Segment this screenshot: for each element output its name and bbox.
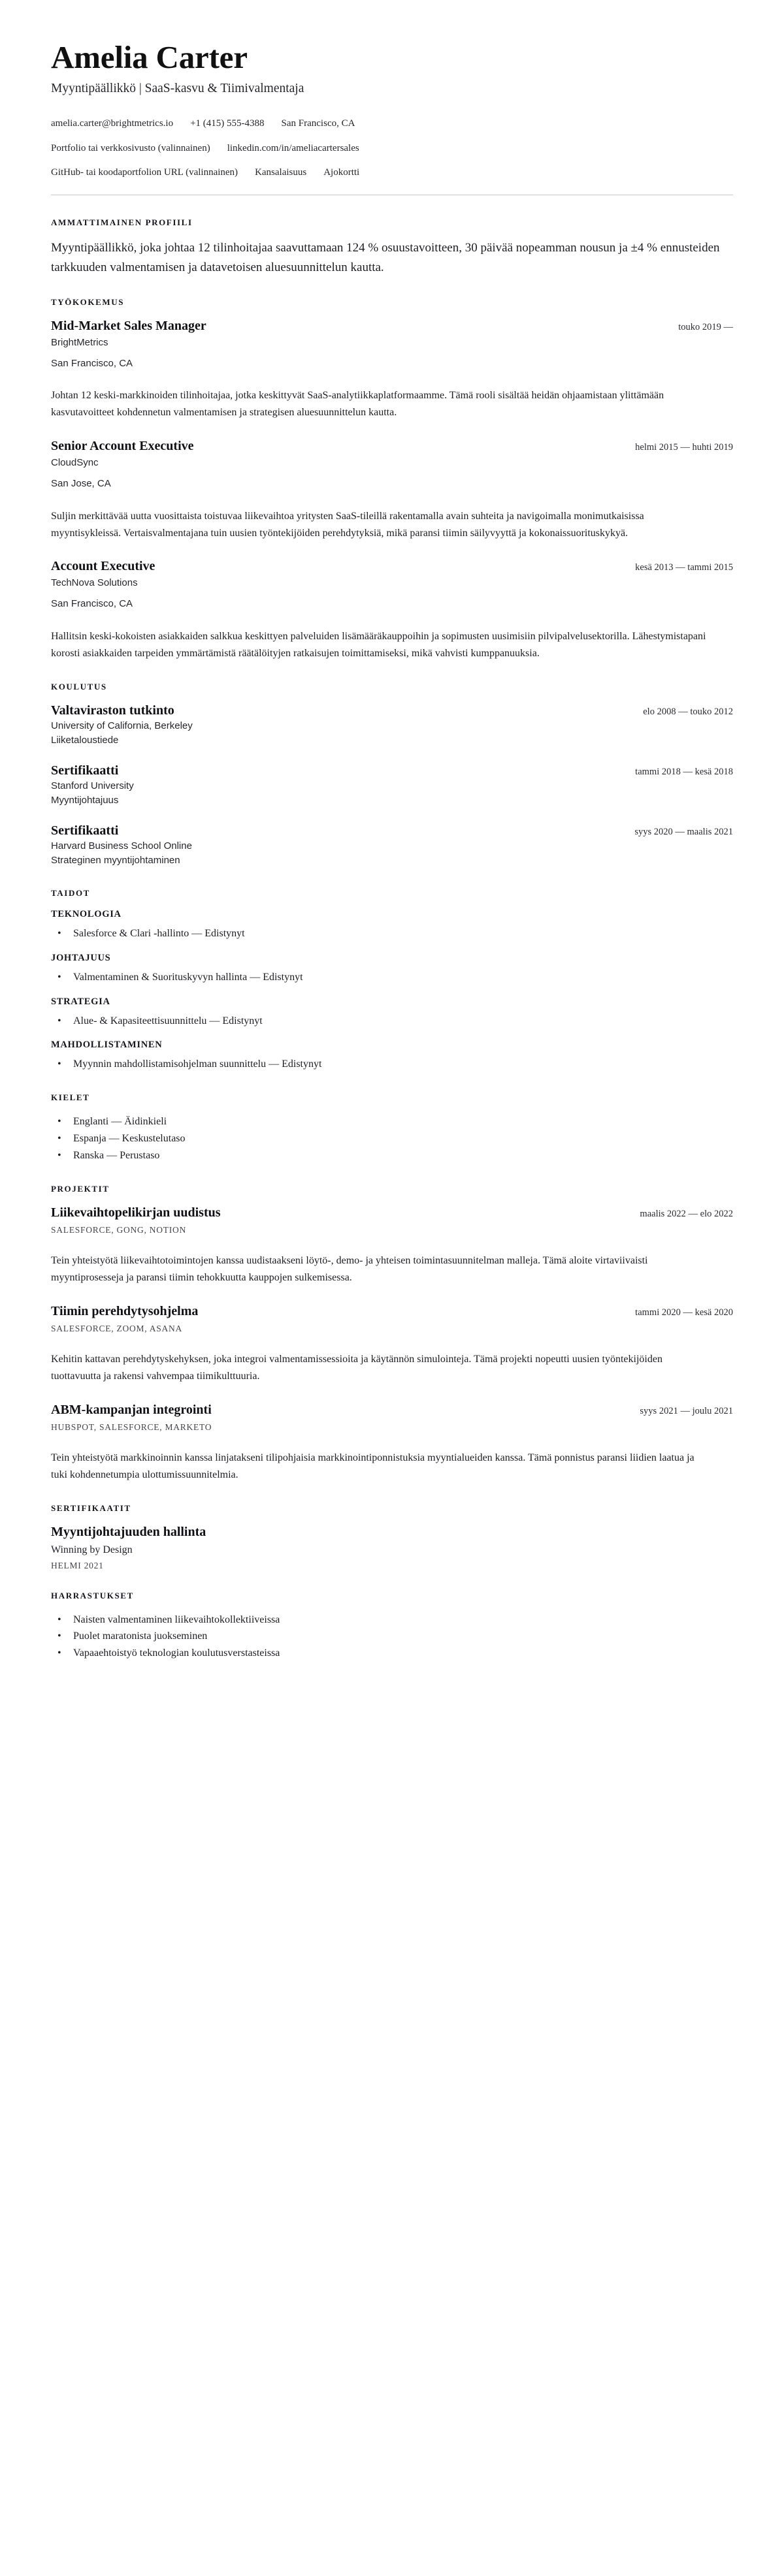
school-name: Harvard Business School Online xyxy=(51,840,192,851)
education-entry xyxy=(51,703,733,748)
experience-entry xyxy=(51,318,733,421)
project-entry xyxy=(51,1402,733,1484)
field-of-study: Liiketaloustiede xyxy=(51,735,119,746)
hobby-item: • Naisten valmentaminen liikevaihtokollektiiveissa xyxy=(51,1612,733,1629)
contact-row xyxy=(51,165,733,180)
job-location: San Francisco, CA xyxy=(51,598,133,610)
job-description: Suljin merkittävää uutta vuosittaista toistuvaa liikevaihtoa yritysten SaaS-tileillä rakentamalla avain suhteita ja navigoimalla monimutkaisissa myyntisykleissä. Vertaisvalmentajana tuin uusien työntekijöiden perehdytyksiä, mikä paransi tiimin säilyvyyttä ja kokonaissuorituskykyä. xyxy=(51,510,644,539)
hobby-item: • Vapaaehtoistyö teknologian koulutusverstasteissa xyxy=(51,1645,733,1662)
certificate-issuer: Winning by Design xyxy=(51,1544,133,1555)
education-entry xyxy=(51,823,733,868)
job-date: kesä 2013 — tammi 2015 xyxy=(635,562,733,573)
entry-header-row xyxy=(51,1402,733,1418)
experience-entry xyxy=(51,438,733,541)
skill-group xyxy=(51,996,733,1030)
contact-row xyxy=(51,141,733,156)
entry-header-row xyxy=(51,318,733,334)
project-title: Tiimin perehdytysohjelma xyxy=(51,1303,199,1318)
section-title-hobbies: HARRASTUKSET xyxy=(51,1590,134,1600)
section-title-education: KOULUTUS xyxy=(51,681,107,692)
skill-bullet-list xyxy=(51,1013,733,1030)
degree-title: Valtaviraston tutkinto xyxy=(51,703,174,718)
language-item: • Espanja — Keskustelutaso xyxy=(51,1130,733,1147)
job-description: Johtan 12 keski-markkinoiden tilinhoitajaa, jotka keskittyvät SaaS-analytiikkaplatformaamme. Tämä rooli sisältää heidän ohjaamistaan ylittämään kasvutavoitteet kohdennetun valmentamisen ja strategisen aluesuunnittelun kautta. xyxy=(51,390,664,419)
school-name: Stanford University xyxy=(51,780,134,791)
project-tools: SALESFORCE, GONG, NOTION xyxy=(51,1225,187,1235)
section-title-skills: TAIDOT xyxy=(51,887,90,898)
education-list xyxy=(51,703,733,868)
skill-bullet-list xyxy=(51,925,733,942)
entry-header-row xyxy=(51,558,733,575)
degree-date: syys 2020 — maalis 2021 xyxy=(634,826,733,837)
degree-title: Sertifikaatti xyxy=(51,823,119,838)
resume-header xyxy=(51,40,733,180)
contact-item[interactable]: Ajokortti xyxy=(323,167,360,178)
job-company: BrightMetrics xyxy=(51,336,108,348)
contact-item[interactable]: Portfolio tai verkkosivusto (valinnainen) xyxy=(51,142,210,153)
project-tools: SALESFORCE, ZOOM, ASANA xyxy=(51,1323,183,1333)
project-description: Kehitin kattavan perehdytyskehyksen, joka integroi valmentamissessioita ja käytännön simulointeja. Tämä projekti nopeutti uusien työntekijöiden tuottavuutta ja rakensi vahvempaa tiimikulttuuria. xyxy=(51,1353,662,1382)
skill-item: • Salesforce & Clari -hallinto — Edistynyt xyxy=(51,925,733,942)
certificate-entry xyxy=(51,1524,733,1571)
section-experience xyxy=(51,297,733,662)
job-title: Mid-Market Sales Manager xyxy=(51,318,206,333)
section-hobbies xyxy=(51,1591,733,1662)
field-of-study: Myyntijohtajuus xyxy=(51,795,119,806)
candidate-name: Amelia Carter xyxy=(51,39,248,75)
skill-bullet-list xyxy=(51,1056,733,1073)
entry-header-row xyxy=(51,1205,733,1221)
certificate-title: Myyntijohtajuuden hallinta xyxy=(51,1524,206,1539)
job-company: TechNova Solutions xyxy=(51,577,138,589)
job-title: Senior Account Executive xyxy=(51,439,194,454)
project-entry xyxy=(51,1303,733,1385)
experience-entry xyxy=(51,558,733,661)
skill-item: • Myynnin mahdollistamisohjelman suunnittelu — Edistynyt xyxy=(51,1056,733,1073)
field-of-study: Strateginen myyntijohtaminen xyxy=(51,855,180,867)
language-item: • Englanti — Äidinkieli xyxy=(51,1113,733,1130)
certificate-date: HELMI 2021 xyxy=(51,1560,104,1570)
language-item: • Ranska — Perustaso xyxy=(51,1147,733,1164)
job-company: CloudSync xyxy=(51,457,99,469)
project-description: Tein yhteistyötä markkinoinnin kanssa linjatakseni tilipohjaisia markkinointiponnistuksia myyntialueiden kanssa. Tämä ponnistus paransi liidien laatua ja tuki kohdennetumpia ulottumissuunnitelmia. xyxy=(51,1452,694,1480)
skill-group-label: MAHDOLLISTAMINEN xyxy=(51,1040,163,1051)
project-title: Liikevaihtopelikirjan uudistus xyxy=(51,1205,221,1220)
entry-header-row xyxy=(51,703,733,719)
certificates-list xyxy=(51,1524,733,1571)
project-entry xyxy=(51,1205,733,1286)
skill-group-label: JOHTAJUUS xyxy=(51,952,111,963)
skill-group-label: TEKNOLOGIA xyxy=(51,908,122,919)
contact-row xyxy=(51,116,733,131)
contact-item[interactable]: San Francisco, CA xyxy=(281,118,355,129)
skill-group xyxy=(51,909,733,942)
projects-list xyxy=(51,1205,733,1483)
skills-list xyxy=(51,909,733,1073)
skill-group xyxy=(51,953,733,986)
profile-summary: Myyntipäällikkö, joka johtaa 12 tilinhoitajaa saavuttamaan 124 % osuustavoitteen, 30 päivää nopeamman nousun ja ±4 % ennusteiden tarkkuuden valmentamisen ja datavetoisen aluesuunnittelun kautta. xyxy=(51,240,720,274)
contact-item[interactable]: +1 (415) 555-4388 xyxy=(190,118,265,129)
project-title: ABM-kampanjan integrointi xyxy=(51,1402,212,1417)
hobby-item: • Puolet maratonista juokseminen xyxy=(51,1628,733,1645)
experience-list xyxy=(51,318,733,662)
languages-bullet-list xyxy=(51,1113,733,1164)
degree-title: Sertifikaatti xyxy=(51,763,119,778)
contact-item[interactable]: GitHub- tai koodaportfolion URL (valinnainen) xyxy=(51,167,238,178)
school-name: University of California, Berkeley xyxy=(51,720,193,731)
entry-header-row xyxy=(51,823,733,839)
hobbies-bullet-list xyxy=(51,1612,733,1662)
skill-group-label: STRATEGIA xyxy=(51,996,110,1007)
section-title-certificates: SERTIFIKAATIT xyxy=(51,1503,131,1513)
project-date: syys 2021 — joulu 2021 xyxy=(640,1405,733,1416)
project-description: Tein yhteistyötä liikevaihtotoimintojen kanssa uudistaakseni löytö-, demo- ja yhteisen toimintasuunnitelman malleja. Tämä aloite virtaviivaisti myyntiprosesseja ja paransi tiimin tehokkuutta kauppojen sulkemisessa. xyxy=(51,1255,648,1283)
section-title-languages: KIELET xyxy=(51,1092,90,1103)
job-date: helmi 2015 — huhti 2019 xyxy=(635,442,733,453)
entry-header-row xyxy=(51,1303,733,1320)
job-date: touko 2019 — xyxy=(678,321,733,332)
section-title-projects: PROJEKTIT xyxy=(51,1184,110,1194)
contact-item[interactable]: linkedin.com/in/ameliacartersales xyxy=(227,142,359,153)
contact-block xyxy=(51,116,733,180)
section-languages xyxy=(51,1092,733,1164)
section-projects xyxy=(51,1184,733,1483)
project-date: tammi 2020 — kesä 2020 xyxy=(635,1307,733,1318)
skill-bullet-list xyxy=(51,969,733,986)
section-title-profile: AMMATTIMAINEN PROFIILI xyxy=(51,217,193,227)
job-description: Hallitsin keski-kokoisten asiakkaiden salkkua keskittyen palveluiden lisämääräkauppoihin ja sopimusten uusimisiin pilvipalvelusektorilla. Lähestymistapani korosti asiakkaiden tarpeiden ymmärtämistä räätälöityjen ratkaisujen toimittamiseksi, mikä vahvisti kumppanuuksia. xyxy=(51,630,706,659)
degree-date: elo 2008 — touko 2012 xyxy=(643,706,733,717)
section-profile xyxy=(51,217,733,278)
section-title-experience: TYÖKOKEMUS xyxy=(51,296,125,307)
project-date: maalis 2022 — elo 2022 xyxy=(640,1209,733,1220)
entry-header-row xyxy=(51,763,733,779)
job-title: Account Executive xyxy=(51,559,155,574)
entry-header-row xyxy=(51,438,733,454)
skill-group xyxy=(51,1040,733,1073)
contact-item[interactable]: Kansalaisuus xyxy=(255,167,307,178)
skill-item: • Valmentaminen & Suorituskyvyn hallinta — Edistynyt xyxy=(51,969,733,986)
job-location: San Jose, CA xyxy=(51,477,111,489)
job-location: San Francisco, CA xyxy=(51,357,133,369)
section-education xyxy=(51,682,733,868)
degree-date: tammi 2018 — kesä 2018 xyxy=(635,766,733,777)
section-skills xyxy=(51,888,733,1073)
candidate-headline: Myyntipäällikkö | SaaS-kasvu & Tiimivalmentaja xyxy=(51,81,304,95)
section-certificates xyxy=(51,1503,733,1571)
project-tools: HUBSPOT, SALESFORCE, MARKETO xyxy=(51,1422,212,1432)
skill-item: • Alue- & Kapasiteettisuunnittelu — Edistynyt xyxy=(51,1013,733,1030)
education-entry xyxy=(51,763,733,808)
contact-item[interactable]: amelia.carter@brightmetrics.io xyxy=(51,118,174,129)
